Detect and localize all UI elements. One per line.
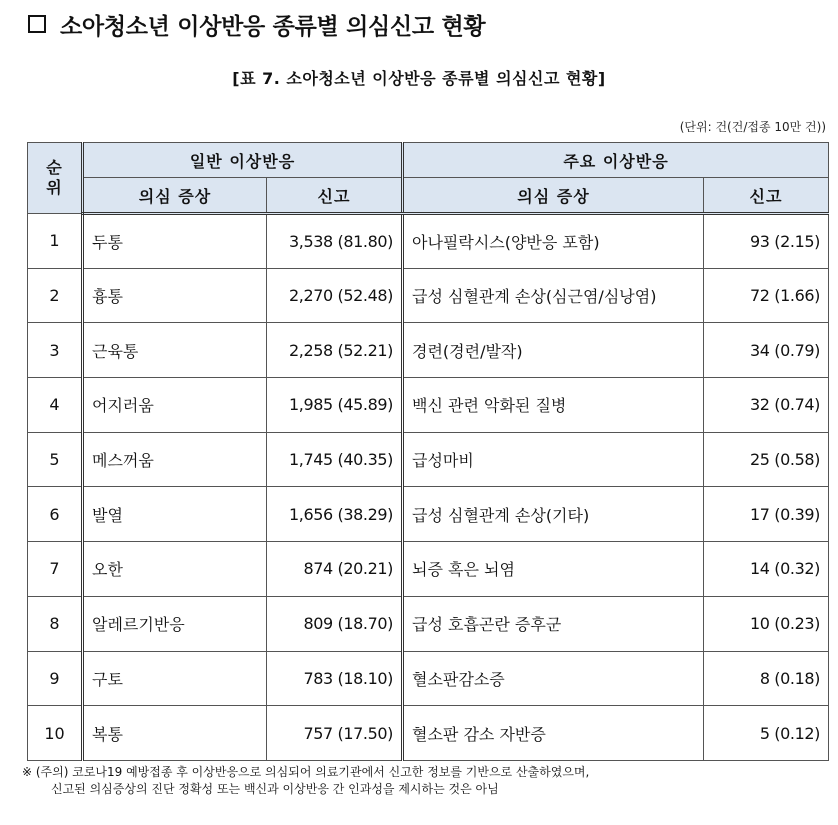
table-row xyxy=(28,432,829,487)
footnote xyxy=(22,764,832,798)
general-symptom-cell: 두통 xyxy=(83,214,267,269)
general-report-cell: 3,538 (81.80) xyxy=(267,214,403,269)
footnote-line1: ※ (주의) 코로나19 예방접종 후 이상반응으로 의심되어 의료기관에서 신고한 정보를 기반으로 산출하였으며, xyxy=(22,765,590,779)
general-report-cell: 783 (18.10) xyxy=(267,651,403,706)
table-row xyxy=(28,706,829,761)
general-symptom-cell: 구토 xyxy=(83,651,267,706)
general-symptom-cell: 복통 xyxy=(83,706,267,761)
rank-cell: 1 xyxy=(28,214,83,269)
major-report-cell: 72 (1.66) xyxy=(704,268,829,323)
footnote-line2: 신고된 의심증상의 진단 정확성 또는 백신과 이상반응 간 인과성을 제시하는 것은 아님 xyxy=(51,782,499,796)
general-symptom-cell: 흉통 xyxy=(83,268,267,323)
general-report-cell: 1,656 (38.29) xyxy=(267,487,403,542)
major-symptom-cell: 경련(경련/발작) xyxy=(403,323,704,378)
general-symptom-cell: 어지러움 xyxy=(83,378,267,433)
table-row xyxy=(28,268,829,323)
table-row xyxy=(28,542,829,597)
major-report-cell: 5 (0.12) xyxy=(704,706,829,761)
rank-cell: 7 xyxy=(28,542,83,597)
checkbox-square-icon xyxy=(28,15,46,33)
table-row xyxy=(28,214,829,269)
major-symptom-cell: 급성 심혈관계 손상(기타) xyxy=(403,487,704,542)
major-report-cell: 93 (2.15) xyxy=(704,214,829,269)
rank-cell: 3 xyxy=(28,323,83,378)
general-symptom-header: 의심 증상 xyxy=(83,178,267,214)
general-symptom-cell: 알레르기반응 xyxy=(83,596,267,651)
general-report-cell: 1,985 (45.89) xyxy=(267,378,403,433)
rank-cell: 5 xyxy=(28,432,83,487)
major-report-cell: 34 (0.79) xyxy=(704,323,829,378)
major-reaction-header: 주요 이상반응 xyxy=(403,143,829,178)
section-heading xyxy=(28,4,485,44)
rank-cell: 6 xyxy=(28,487,83,542)
major-report-cell: 32 (0.74) xyxy=(704,378,829,433)
unit-note: (단위: 건(건/접종 10만 건)) xyxy=(679,120,826,134)
major-symptom-cell: 아나필락시스(양반응 포함) xyxy=(403,214,704,269)
table-row xyxy=(28,596,829,651)
table-row xyxy=(28,378,829,433)
rank-cell: 4 xyxy=(28,378,83,433)
general-symptom-cell: 메스꺼움 xyxy=(83,432,267,487)
general-report-header: 신고 xyxy=(267,178,403,214)
major-symptom-cell: 급성 호흡곤란 증후군 xyxy=(403,596,704,651)
major-report-header: 신고 xyxy=(704,178,829,214)
table-row xyxy=(28,487,829,542)
rank-cell: 2 xyxy=(28,268,83,323)
table-row xyxy=(28,651,829,706)
major-symptom-cell: 급성 심혈관계 손상(심근염/심낭염) xyxy=(403,268,704,323)
rank-cell: 9 xyxy=(28,651,83,706)
rank-header-line2: 위 xyxy=(46,178,63,197)
major-symptom-cell: 백신 관련 악화된 질병 xyxy=(403,378,704,433)
major-symptom-cell: 혈소판 감소 자반증 xyxy=(403,706,704,761)
adverse-reaction-table xyxy=(27,142,829,761)
major-symptom-cell: 혈소판감소증 xyxy=(403,651,704,706)
general-report-cell: 809 (18.70) xyxy=(267,596,403,651)
major-symptom-header: 의심 증상 xyxy=(403,178,704,214)
rank-header-line1: 순 xyxy=(46,158,63,177)
general-report-cell: 2,270 (52.48) xyxy=(267,268,403,323)
major-symptom-cell: 급성마비 xyxy=(403,432,704,487)
general-symptom-cell: 근육통 xyxy=(83,323,267,378)
major-report-cell: 14 (0.32) xyxy=(704,542,829,597)
rank-header xyxy=(28,143,83,214)
section-heading-text: 소아청소년 이상반응 종류별 의심신고 현황 xyxy=(60,13,486,40)
general-symptom-cell: 오한 xyxy=(83,542,267,597)
table-row xyxy=(28,323,829,378)
major-report-cell: 25 (0.58) xyxy=(704,432,829,487)
general-reaction-header: 일반 이상반응 xyxy=(83,143,403,178)
general-report-cell: 2,258 (52.21) xyxy=(267,323,403,378)
rank-cell: 10 xyxy=(28,706,83,761)
table-caption: [표 7. 소아청소년 이상반응 종류별 의심신고 현황] xyxy=(232,69,606,88)
major-symptom-cell: 뇌증 혹은 뇌염 xyxy=(403,542,704,597)
general-symptom-cell: 발열 xyxy=(83,487,267,542)
general-report-cell: 757 (17.50) xyxy=(267,706,403,761)
general-report-cell: 874 (20.21) xyxy=(267,542,403,597)
major-report-cell: 17 (0.39) xyxy=(704,487,829,542)
major-report-cell: 8 (0.18) xyxy=(704,651,829,706)
rank-cell: 8 xyxy=(28,596,83,651)
major-report-cell: 10 (0.23) xyxy=(704,596,829,651)
general-report-cell: 1,745 (40.35) xyxy=(267,432,403,487)
